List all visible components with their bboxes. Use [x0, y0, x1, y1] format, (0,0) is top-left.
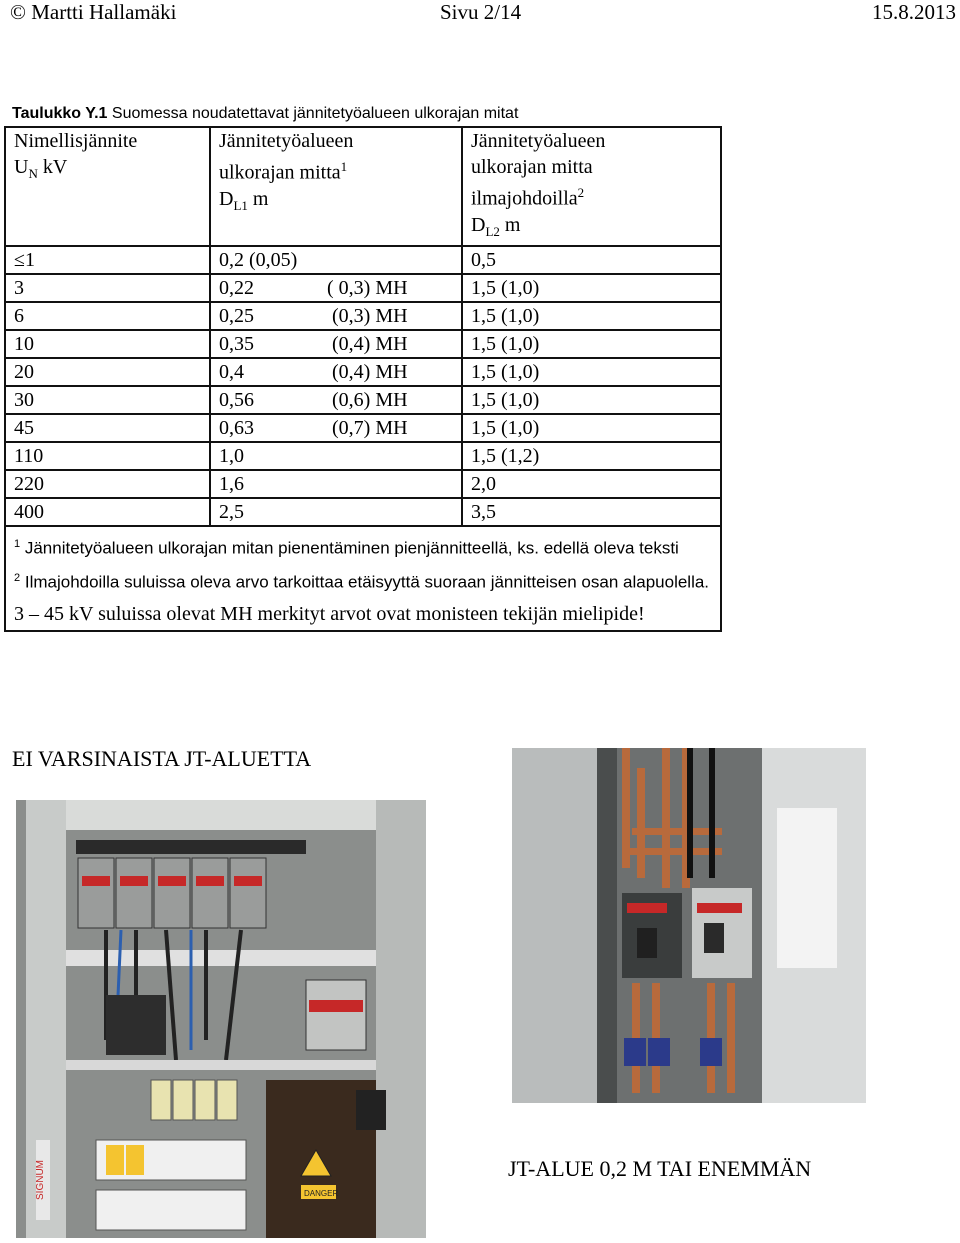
cell-overhead-line-limit: 1,5 (1,0) [462, 414, 721, 442]
cell-nominal-voltage: 400 [5, 498, 210, 526]
cell-work-zone-mh: ( 0,3) MH [327, 276, 408, 299]
header-page-number: Sivu 2/14 [440, 0, 522, 24]
table-row [5, 386, 721, 414]
switchgear-illustration-left [16, 800, 426, 1238]
cell-overhead-line-limit: 1,5 (1,0) [462, 386, 721, 414]
author-note: 3 – 45 kV suluissa olevat MH merkityt arvot ovat monisteen tekijän mielipide! [14, 602, 645, 625]
cell-work-zone-value: 1,0 [219, 444, 244, 467]
table-notes [5, 526, 721, 631]
header-nominal-voltage: Nimellisjännite $U_N$ kV [5, 127, 210, 246]
table-notes-row [5, 526, 721, 631]
cell-work-zone-limit [210, 358, 462, 386]
cell-work-zone-value: 0,22 [219, 276, 254, 299]
table-row [5, 358, 721, 386]
voltage-distance-table [4, 126, 722, 632]
cell-work-zone-limit [210, 246, 462, 274]
cell-work-zone-mh: (0,7) MH [327, 416, 408, 439]
danger-label: DANGER [304, 1189, 339, 1198]
cell-nominal-voltage: ≤1 [5, 246, 210, 274]
cell-work-zone-mh: (0,3) MH [327, 304, 408, 327]
table-row [5, 274, 721, 302]
table-row [5, 302, 721, 330]
table-row [5, 246, 721, 274]
cell-work-zone-value: 0,4 [219, 360, 244, 383]
table-row [5, 414, 721, 442]
table-header-row [5, 127, 721, 246]
cell-nominal-voltage: 110 [5, 442, 210, 470]
cell-overhead-line-limit: 1,5 (1,0) [462, 358, 721, 386]
cell-overhead-line-limit: 1,5 (1,0) [462, 274, 721, 302]
cell-work-zone-mh: (0,4) MH [327, 360, 408, 383]
cell-nominal-voltage: 6 [5, 302, 210, 330]
cell-work-zone-value: 0,63 [219, 416, 254, 439]
cell-overhead-line-limit: 1,5 (1,0) [462, 302, 721, 330]
table-row [5, 498, 721, 526]
cell-nominal-voltage: 45 [5, 414, 210, 442]
cell-work-zone-limit [210, 414, 462, 442]
cell-overhead-line-limit: 1,5 (1,0) [462, 330, 721, 358]
cell-nominal-voltage: 10 [5, 330, 210, 358]
cell-work-zone-value: 0,56 [219, 388, 254, 411]
cell-nominal-voltage: 3 [5, 274, 210, 302]
caption-text: Suomessa noudatettavat jännitetyöalueen ulkorajan mitat [107, 105, 519, 122]
header-overhead-line-limit: Jännitetyöalueen ulkorajan mitta ilmajohdoilla$^2$ $D_{L2}$ m [462, 127, 721, 246]
cell-work-zone-value: 2,5 [219, 500, 244, 523]
footnote-2: $^2$ Ilmajohdoilla suluissa oleva arvo tarkoittaa etäisyyttä suoraan jännitteisen osan alapuolella. [14, 572, 710, 592]
signum-label: SIGNUM [35, 1160, 46, 1200]
cell-work-zone-value: 0,25 [219, 304, 254, 327]
table-row [5, 442, 721, 470]
header-author: © Martti Hallamäki [10, 0, 177, 24]
right-photo-title: JT-ALUE 0,2 M TAI ENEMMÄN [508, 1156, 812, 1181]
cell-work-zone-limit [210, 442, 462, 470]
cell-overhead-line-limit: 1,5 (1,2) [462, 442, 721, 470]
cell-overhead-line-limit: 2,0 [462, 470, 721, 498]
header-date: 15.8.2013 [872, 0, 956, 24]
cell-work-zone-value: 0,35 [219, 332, 254, 355]
left-photo-title: EI VARSINAISTA JT-ALUETTA [12, 746, 312, 771]
table-caption [12, 105, 518, 123]
cell-work-zone-value: 1,6 [219, 472, 244, 495]
cell-work-zone-mh: (0,6) MH [327, 388, 408, 411]
cell-overhead-line-limit: 3,5 [462, 498, 721, 526]
footnote-1: $^1$ Jännitetyöalueen ulkorajan mitan pienentäminen pienjännitteellä, ks. edellä oleva teksti [14, 537, 679, 558]
table-row [5, 330, 721, 358]
table-row [5, 470, 721, 498]
cell-work-zone-limit [210, 386, 462, 414]
caption-label: Taulukko Y.1 [12, 105, 108, 122]
switchgear-illustration-right [512, 748, 866, 1103]
cell-work-zone-limit [210, 498, 462, 526]
cell-nominal-voltage: 220 [5, 470, 210, 498]
switchgear-photo-right [512, 748, 866, 1103]
cell-nominal-voltage: 20 [5, 358, 210, 386]
cell-work-zone-value: 0,2 (0,05) [219, 248, 298, 271]
header-work-zone-limit: Jännitetyöalueen ulkorajan mitta$^1$ $D_{L1}$ m [210, 127, 462, 246]
cell-work-zone-mh: (0,4) MH [327, 332, 408, 355]
switchgear-photo-left [16, 800, 426, 1238]
cell-work-zone-limit [210, 274, 462, 302]
cell-nominal-voltage: 30 [5, 386, 210, 414]
cell-work-zone-limit [210, 302, 462, 330]
cell-work-zone-limit [210, 330, 462, 358]
cell-work-zone-limit [210, 470, 462, 498]
cell-overhead-line-limit: 0,5 [462, 246, 721, 274]
